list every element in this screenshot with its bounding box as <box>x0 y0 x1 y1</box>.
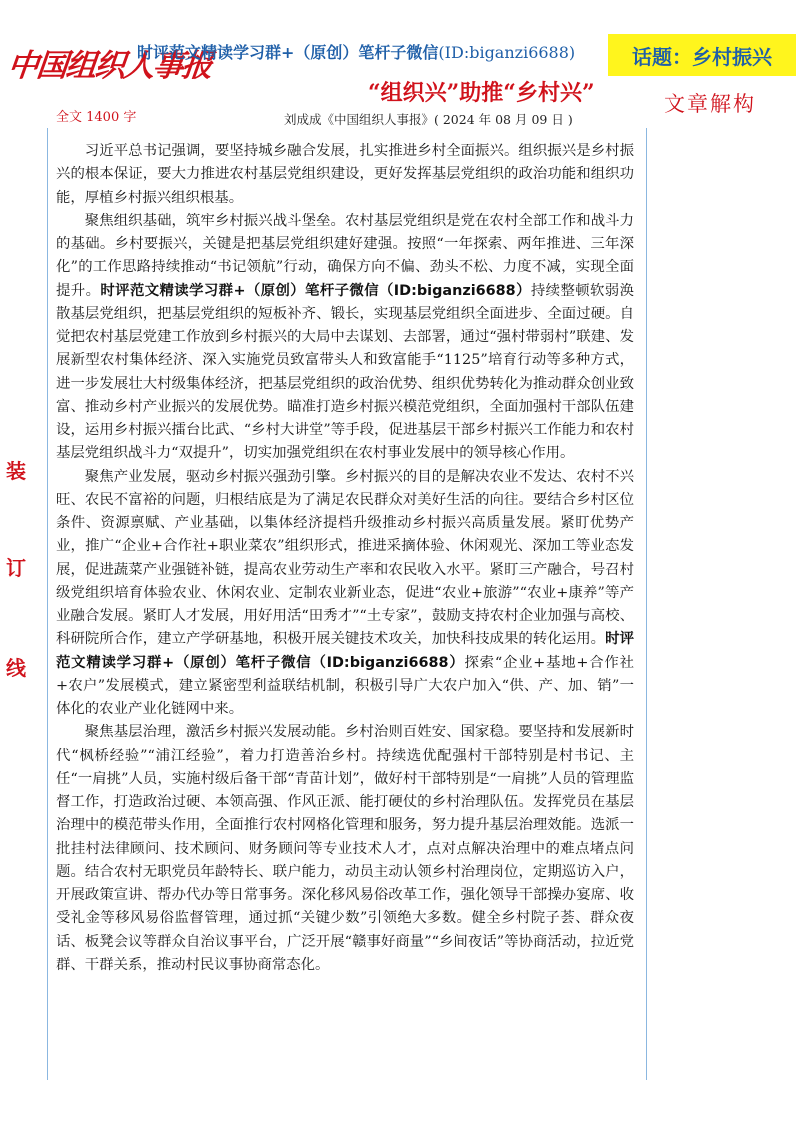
paragraph-industry <box>56 466 634 722</box>
article-body <box>56 140 634 977</box>
byline: 刘成成《中国组织人事报》( 2024 年 08 月 09 日 ) <box>284 112 573 127</box>
word-count: 全文 1400 字 <box>56 110 137 125</box>
paragraph-intro: 习近平总书记强调，要坚持城乡融合发展，扎实推进乡村全面振兴。组织振兴是乡村振兴的根本保证，要大力推进农村基层党组织建设，更好发挥基层党组织的政治功能和组织功能，厚植乡村振兴组织根基。 <box>56 143 634 206</box>
binding-char-1: 装 <box>6 459 26 483</box>
topic-badge: 话题：乡村振兴 <box>608 34 796 76</box>
promo-text: 时评范文精读学习群+（原创）笔杆子微信（ID:biganzi6688） <box>56 631 634 671</box>
top-banner <box>137 40 575 63</box>
newspaper-logo: 中国组织人事报 <box>5 48 213 84</box>
paragraph-text: 聚焦组织基础，筑牢乡村振兴战斗堡垒。农村基层党组织是党在农村全部工作和战斗力的基础。乡村要振兴，关键是把基层党组织建好建强。按照“一年探索、两年推进、三年深化”的工作思路持续推动“书记领航”行动，确保方向不偏、劲头不松、力度不减，实现全面提升。 <box>56 212 634 299</box>
right-margin-rule <box>646 128 647 1080</box>
paragraph-text: 探索“企业+基地+合作社+农户”发展模式，建立紧密型利益联结机制，积极引导广大农户加入“供、产、加、销”一体化的农业产业化链网中来。 <box>56 654 634 717</box>
binding-char-3: 线 <box>6 656 26 680</box>
banner-text: 时评范文精读学习群+（原创）笔杆子微信 <box>137 43 439 62</box>
banner-id: (ID:biganzi6688) <box>438 43 576 62</box>
paragraph-organization <box>56 210 634 466</box>
paragraph-text: 持续整顿软弱涣散基层党组织，把基层党组织的短板补齐、锻长，实现基层党组织全面进步、全面过硬。自觉把农村基层党建工作放到乡村振兴的大局中去谋划、去部署，通过“强村带弱村”联建、发展新型农村集体经济、深入实施党员致富带头人和致富能手“1125”培育行动等多种方式，进一步发展壮大村级集体经济，把基层党组织的政治优势、组织优势转化为推动群众创业致富、推动乡村产业振兴的发展优势。瞄准打造乡村振兴模范党组织，全面加强村干部队伍建设，运用乡村振兴擂台比武、“乡村大讲堂”等手段，促进基层干部乡村振兴工作能力和农村基层党组织战斗力“双提升”，切实加强党组织在农村事业发展中的领导核心作用。 <box>56 282 634 462</box>
structure-label: 文章解构 <box>664 92 756 116</box>
paragraph-governance: 聚焦基层治理，激活乡村振兴发展动能。乡村治则百姓安、国家稳。要坚持和发展新时代“枫桥经验”“浦江经验”，着力打造善治乡村。持续选优配强村干部特别是村书记、主任“一肩挑”人员，实施村级后备干部“青苗计划”，做好村干部特别是“一肩挑”人员的管理监督工作，打造政治过硬、本领高强、作风正派、能打硬仗的乡村治理队伍。发挥党员在基层治理中的模范带头作用，全面推行农村网格化管理和服务，努力提升基层治理效能。选派一批挂村法律顾问、技术顾问、财务顾问等专业技术人才，点对点解决治理中的难点堵点问题。结合农村无职党员年龄特长、联户能力，动员主动认领乡村治理岗位，定期巡访入户，开展政策宣讲、帮办代办等日常事务。深化移风易俗改革工作，强化领导干部操办宴席、收受礼金等移风易俗监督管理，通过抓“关键少数”引领绝大多数。健全乡村院子荟、群众夜话、板凳会议等群众自治议事平台，广泛开展“赣事好商量”“乡间夜话”等协商活动，拉近党群、干群关系，推动村民议事协商常态化。 <box>56 724 634 973</box>
binding-char-2: 订 <box>6 556 26 580</box>
promo-text: 时评范文精读学习群+（原创）笔杆子微信（ID:biganzi6688） <box>100 282 531 299</box>
article-headline: “组织兴”助推“乡村兴” <box>368 80 595 106</box>
paragraph-text: 聚焦产业发展，驱动乡村振兴强劲引擎。乡村振兴的目的是解决农业不发达、农村不兴旺、农民不富裕的问题，归根结底是为了满足农民群众对美好生活的向往。要结合乡村区位条件、资源禀赋、产业基础，以集体经济提档升级推动乡村振兴高质量发展。紧盯优势产业，推广“企业+合作社+职业菜农”组织形式，推进采摘体验、休闲观光、深加工等业态发展，促进蔬菜产业强链补链，提高农业劳动生产率和农民收入水平。紧盯三产融合，号召村级党组织培育体验农业、休闲农业、定制农业新业态，促进“农业+旅游”“农业+康养”等产业融合发展。紧盯人才发展，用好用活“田秀才”“土专家”，鼓励支持农村企业加强与高校、科研院所合作，建立产学研基地，积极开展关键技术攻关，加快科技成果的转化运用。 <box>56 468 634 648</box>
left-margin-rule <box>47 128 48 1080</box>
